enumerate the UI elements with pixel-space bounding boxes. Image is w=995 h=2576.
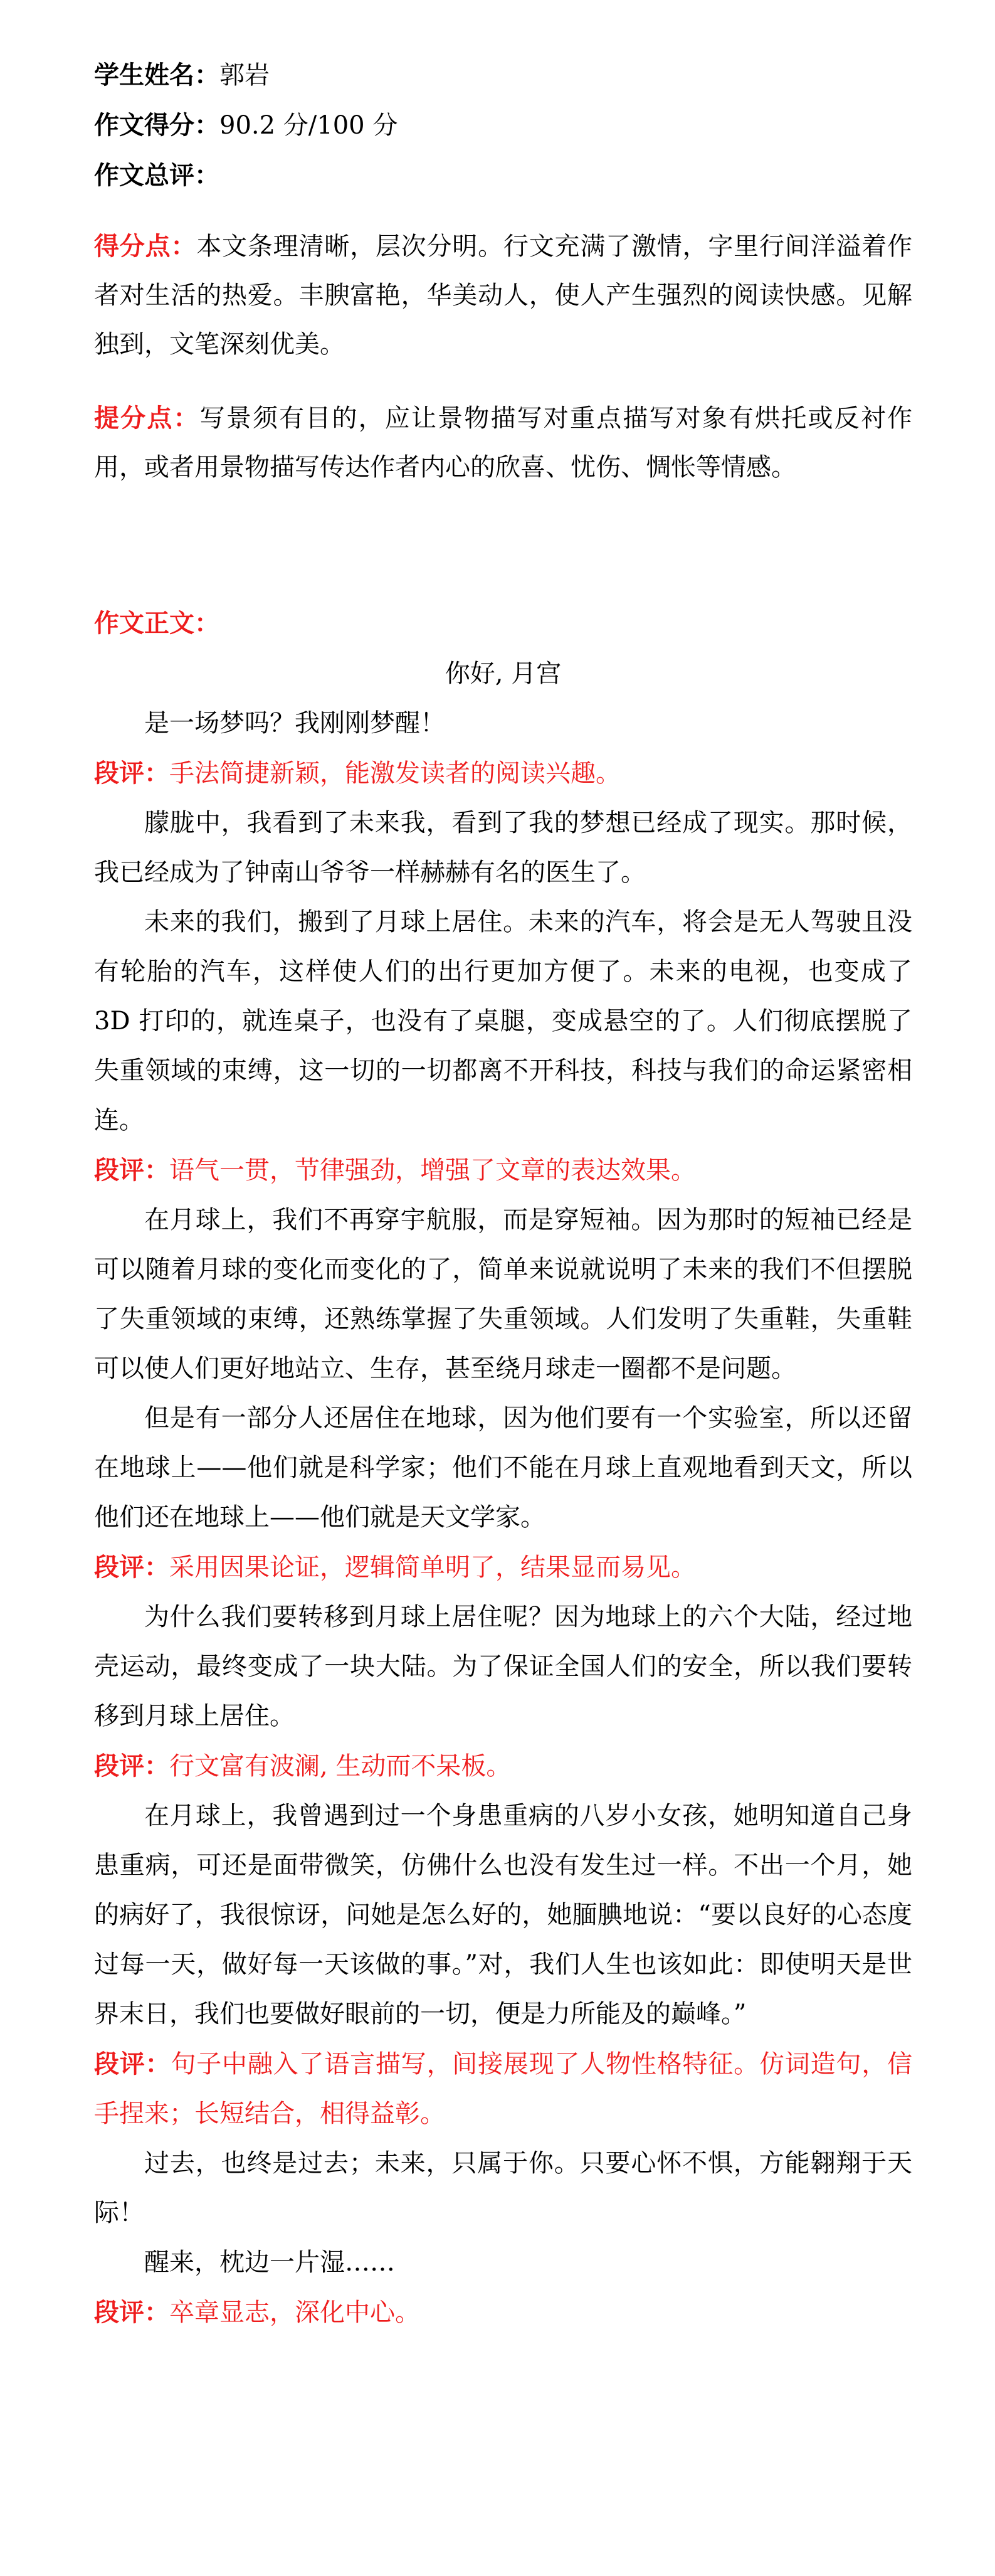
overall-review-label: 作文总评： bbox=[94, 161, 219, 190]
essay-paragraph: 为什么我们要转移到月球上居住呢？因为地球上的六个大陆，经过地壳运动，最终变成了一块大陆。为了保证全国人们的安全，所以我们要转移到月球上居住。 bbox=[94, 1603, 912, 1731]
score-label: 作文得分： bbox=[94, 110, 219, 140]
essay-report bbox=[94, 50, 912, 2338]
paragraph-comment bbox=[94, 1145, 912, 1195]
overall-review-line bbox=[94, 151, 912, 201]
paragraph-comment bbox=[94, 2039, 912, 2139]
essay-paragraph: 但是有一部分人还居住在地球，因为他们要有一个实验室，所以还留在地球上——他们就是科学家；他们不能在月球上直观地看到天文，所以他们还在地球上——他们就是天文学家。 bbox=[94, 1404, 912, 1532]
comment-tag: 段评： bbox=[94, 2298, 169, 2327]
paragraph-comment bbox=[94, 2287, 912, 2338]
essay-paragraph: 在月球上，我曾遇到过一个身患重病的八岁小女孩，她明知道自己身患重病，可还是面带微笑，仿佛什么也没有发生过一样。不出一个月，她的病好了，我很惊讶，问她是怎么好的，她腼腆地说：“要以良好的心态度过每一天，做好每一天该做的事。”对，我们人生也该如此：即使明天是世界末日，我们也要做好眼前的一切，便是力所能及的巅峰。” bbox=[94, 1801, 912, 2028]
student-name-label: 学生姓名： bbox=[94, 60, 219, 90]
strengths-section bbox=[94, 222, 912, 369]
paragraph-comment bbox=[94, 748, 912, 798]
improvement-section bbox=[94, 394, 912, 492]
comment-text: 语气一贯，节律强劲，增强了文章的表达效果。 bbox=[169, 1156, 696, 1185]
comment-text: 采用因果论证，逻辑简单明了，结果显而易见。 bbox=[169, 1553, 696, 1582]
improvement-label: 提分点： bbox=[94, 403, 200, 433]
essay-paragraph: 在月球上，我们不再穿宇航服，而是穿短袖。因为那时的短袖已经是可以随着月球的变化而变化的了，简单来说就说明了未来的我们不但摆脱了失重领域的束缚，还熟练掌握了失重领域。人们发明了失重鞋，失重鞋可以使人们更好地站立、生存，甚至绕月球走一圈都不是问题。 bbox=[94, 1206, 912, 1383]
comment-text: 行文富有波澜, 生动而不呆板。 bbox=[169, 1752, 512, 1781]
essay-paragraph: 过去，也终是过去；未来，只属于你。只要心怀不惧，方能翱翔于天际！ bbox=[94, 2149, 912, 2227]
comment-text: 手法简捷新颖，能激发读者的阅读兴趣。 bbox=[169, 759, 621, 788]
essay-paragraph: 醒来，枕边一片湿…… bbox=[144, 2248, 395, 2277]
essay-paragraph: 是一场梦吗？我刚刚梦醒！ bbox=[144, 709, 445, 738]
student-name-value: 郭岩 bbox=[219, 61, 270, 90]
improvement-text: 写景须有目的，应让景物描写对重点描写对象有烘托或反衬作用，或者用景物描写传达作者内心的欣喜、忧伤、惆怅等情感。 bbox=[94, 404, 913, 482]
essay-title: 你好, 月宫 bbox=[445, 659, 562, 688]
comment-tag: 段评： bbox=[94, 1751, 169, 1781]
comment-tag: 段评： bbox=[94, 2049, 171, 2079]
score-value: 90.2 分/100 分 bbox=[219, 111, 398, 140]
essay-paragraph: 未来的我们，搬到了月球上居住。未来的汽车，将会是无人驾驶且没有轮胎的汽车，这样使人们的出行更加方便了。未来的电视，也变成了 3D 打印的，就连桌子，也没有了桌腿，变成悬空的了。人们彻底摆脱了失重领域的束缚，这一切的一切都离不开科技，科技与我们的命运紧密相连。 bbox=[94, 908, 912, 1135]
essay-paragraph: 朦胧中，我看到了未来我，看到了我的梦想已经成了现实。那时候，我已经成为了钟南山爷爷一样赫赫有名的医生了。 bbox=[94, 808, 912, 887]
score-line bbox=[94, 100, 912, 151]
essay-body bbox=[94, 699, 912, 2338]
comment-tag: 段评： bbox=[94, 758, 169, 788]
essay-section-label: 作文正文： bbox=[94, 608, 219, 638]
comment-text: 卒章显志，深化中心。 bbox=[169, 2298, 420, 2327]
comment-tag: 段评： bbox=[94, 1552, 169, 1582]
strengths-label: 得分点： bbox=[94, 231, 197, 261]
strengths-text: 本文条理清晰，层次分明。行文充满了激情，字里行间洋溢着作者对生活的热爱。丰腴富艳，华美动人，使人产生强烈的阅读快感。见解独到，文笔深刻优美。 bbox=[94, 232, 913, 359]
comment-text: 句子中融入了语言描写，间接展现了人物性格特征。仿词造句，信手捏来；长短结合，相得益彰。 bbox=[94, 2050, 913, 2128]
comment-tag: 段评： bbox=[94, 1155, 169, 1185]
student-name-line bbox=[94, 50, 912, 100]
paragraph-comment bbox=[94, 1741, 912, 1791]
paragraph-comment bbox=[94, 1542, 912, 1593]
